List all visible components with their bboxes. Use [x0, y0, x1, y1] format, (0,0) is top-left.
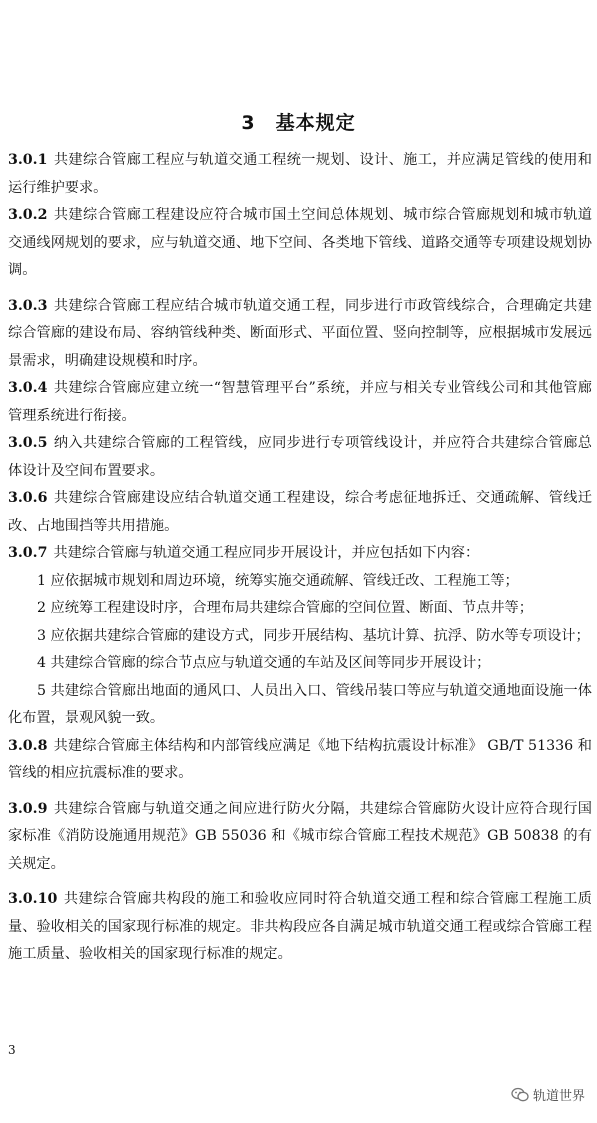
clause-3-0-8 — [8, 733, 592, 788]
clause-number: 3.0.7 — [8, 545, 48, 561]
clause-3-0-7 — [8, 540, 592, 568]
clause-number: 3.0.2 — [8, 207, 48, 223]
clause-number: 3.0.4 — [8, 380, 48, 396]
clause-text: 共建综合管廊工程应与轨道交通工程统一规划、设计、施工，并应满足管线的使用和运行维护要求。 — [8, 152, 592, 196]
clause-3-0-10 — [8, 886, 592, 969]
clause-3-0-9 — [8, 796, 592, 879]
list-item: 1 应依据城市规划和周边环境，统筹实施交通疏解、管线迁改、工程施工等； — [37, 572, 519, 589]
clause-3-0-2 — [8, 202, 592, 285]
clause-number: 3.0.10 — [8, 891, 58, 907]
clause-text: 共建综合管廊共构段的施工和验收应同时符合轨道交通工程和综合管廊工程施工质量、验收相关的国家现行标准的规定。非共构段应各自满足城市轨道交通工程或综合管廊工程施工质量、验收相关的国家现行标准的规定。 — [8, 891, 592, 962]
watermark — [511, 1085, 585, 1104]
list-item: 5 共建综合管廊出地面的通风口、人员出入口、管线吊装口等应与轨道交通地面设施一体化布置，景观风貌一致。 — [8, 682, 592, 726]
clause-text: 共建综合管廊工程应结合城市轨道交通工程，同步进行市政管线综合，合理确定共建综合管廊的建设布局、容纳管线种类、断面形式、平面位置、竖向控制等，应根据城市发展远景需求，明确建设规模和时序。 — [8, 297, 592, 369]
clause-number: 3.0.8 — [8, 737, 48, 754]
watermark-text: 轨道世界 — [532, 1089, 585, 1104]
list-item: 2 应统筹工程建设时序，合理布局共建综合管廊的空间位置、断面、节点井等； — [37, 600, 533, 616]
clause-number: 3.0.6 — [8, 490, 48, 506]
clause-number: 3.0.1 — [8, 152, 48, 168]
clause-number: 3.0.3 — [8, 297, 48, 314]
clause-3-0-4 — [8, 375, 592, 430]
clause-3-0-3 — [8, 293, 592, 376]
chapter-title: 3 基本规定 — [241, 112, 356, 134]
page-number: 3 — [8, 1043, 16, 1057]
clause-text: 共建综合管廊应建立统一“智慧管理平台”系统，并应与相关专业管线公司和其他管廊管理系统进行衔接。 — [8, 380, 592, 424]
list-item: 4 共建综合管廊的综合节点应与轨道交通的车站及区间等同步开展设计； — [37, 655, 491, 671]
list-item: 3 应依据共建综合管廊的建设方式，同步开展结构、基坑计算、抗浮、防水等专项设计； — [37, 627, 590, 644]
clause-3-0-1 — [8, 147, 592, 202]
document-body — [8, 147, 592, 969]
clause-text: 共建综合管廊建设应结合轨道交通工程建设，综合考虑征地拆迁、交通疏解、管线迁改、占地围挡等共用措施。 — [8, 490, 592, 534]
clause-text: 共建综合管廊与轨道交通之间应进行防火分隔，共建综合管廊防火设计应符合现行国家标准《消防设施通用规范》GB 55036 和《城市综合管廊工程技术规范》GB 50838 的有关规定。 — [8, 800, 592, 872]
wechat-icon — [511, 1087, 529, 1103]
clause-text: 共建综合管廊工程建设应符合城市国土空间总体规划、城市综合管廊规划和城市轨道交通线网规划的要求，应与轨道交通、地下空间、各类地下管线、道路交通等专项建设规划协调。 — [8, 207, 592, 278]
clause-number: 3.0.5 — [8, 435, 48, 451]
clause-3-0-5 — [8, 430, 592, 485]
clause-3-0-6 — [8, 485, 592, 540]
clause-number: 3.0.9 — [8, 800, 48, 817]
clause-text: 纳入共建综合管廊的工程管线，应同步进行专项管线设计，并应符合共建综合管廊总体设计及空间布置要求。 — [8, 435, 592, 479]
clause-text: 共建综合管廊与轨道交通工程应同步开展设计，并应包括如下内容： — [53, 545, 480, 561]
clause-text: 共建综合管廊主体结构和内部管线应满足《地下结构抗震设计标准》 GB/T 51336 和管线的相应抗震标准的要求。 — [8, 737, 592, 781]
